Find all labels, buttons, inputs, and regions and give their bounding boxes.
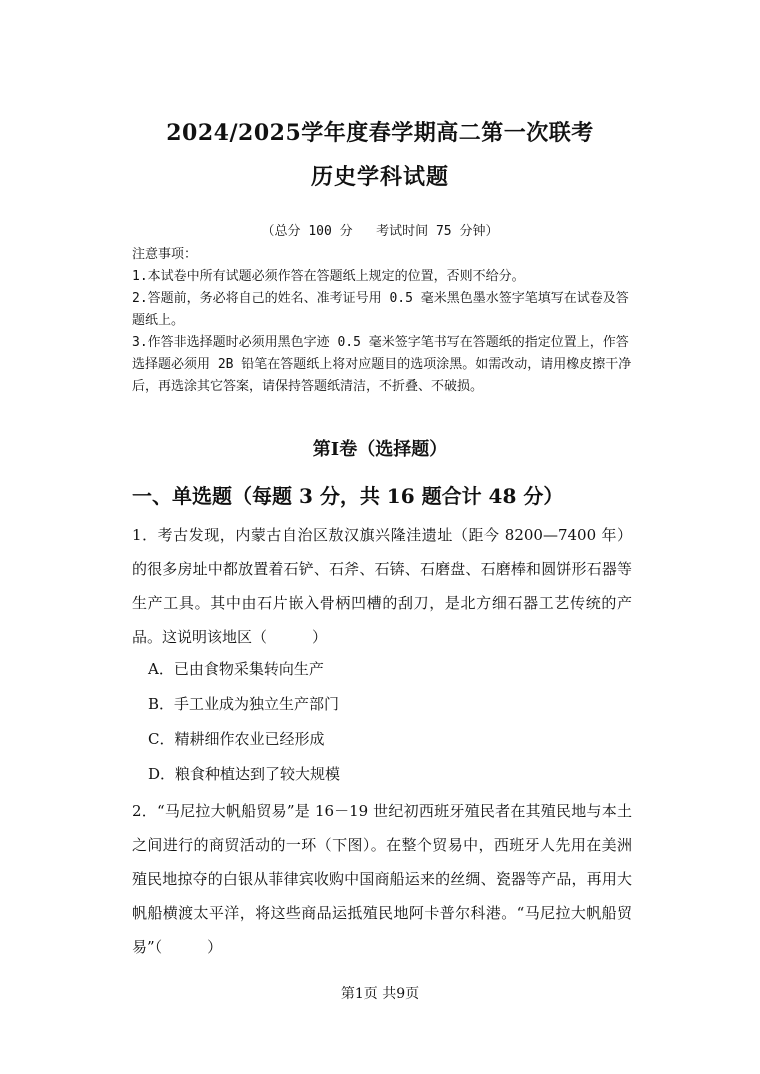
exam-subject: 历史学科试题 (310, 164, 449, 190)
option-a: A．已由食物采集转向生产 (148, 660, 324, 678)
section-title: 第Ⅰ卷（选择题） (312, 439, 448, 460)
question-1-options (148, 652, 628, 792)
note-item: 3.作答非选择题时必须用黑色字迹 0.5 毫米签字笔书写在答题纸的指定位置上，作答选择题必须用 2B 铅笔在答题纸上将对应题目的选项涂黑。如需改动，请用橡皮擦干净后，再选涂其它答案，请保持答题纸清洁，不折叠、不破损。 (132, 335, 632, 394)
option-d: D．粮食种植达到了较大规模 (148, 765, 341, 783)
option-c: C．精耕细作农业已经形成 (148, 730, 325, 748)
option-b: B．手工业成为独立生产部门 (148, 695, 340, 713)
notes-heading: 注意事项： (132, 247, 198, 262)
page-footer: 第1页 共9页 (340, 986, 420, 1002)
note-item: 2.答题前，务必将自己的姓名、准考证号用 0.5 毫米黑色墨水签字笔填写在试卷及答题纸上。 (132, 291, 629, 328)
note-item: 1.本试卷中所有试题必须作答在答题纸上规定的位置，否则不给分。 (132, 269, 525, 284)
question-2-text: 2．“马尼拉大帆船贸易”是 16－19 世纪初西班牙殖民者在其殖民地与本土之间进行的商贸活动的一环（下图）。在整个贸易中，西班牙人先用在美洲殖民地掠夺的白银从菲律宾收购中国商船运来的丝绸、瓷器等产品，再用大帆船横渡太平洋，将这些商品运抵殖民地阿卡普尔科港。“马尼拉大帆船贸易”（ ） (132, 802, 632, 956)
section-heading: 一、单选题（每题 3 分，共 16 题合计 48 分） (132, 484, 564, 508)
exam-title: 2024/2025学年度春学期高二第一次联考 (166, 120, 594, 146)
notes-block (132, 244, 632, 398)
question-1-text: 1．考古发现，内蒙古自治区敖汉旗兴隆洼遗址（距今 8200—7400 年）的很多房址中都放置着石铲、石斧、石锛、石磨盘、石磨棒和圆饼形石器等生产工具。其中由石片嵌入骨柄凹槽的刮刀，是北方细石器工艺传统的产品。这说明该地区（ ） (132, 526, 632, 646)
exam-meta: （总分 100 分 考试时间 75 分钟） (261, 224, 499, 239)
